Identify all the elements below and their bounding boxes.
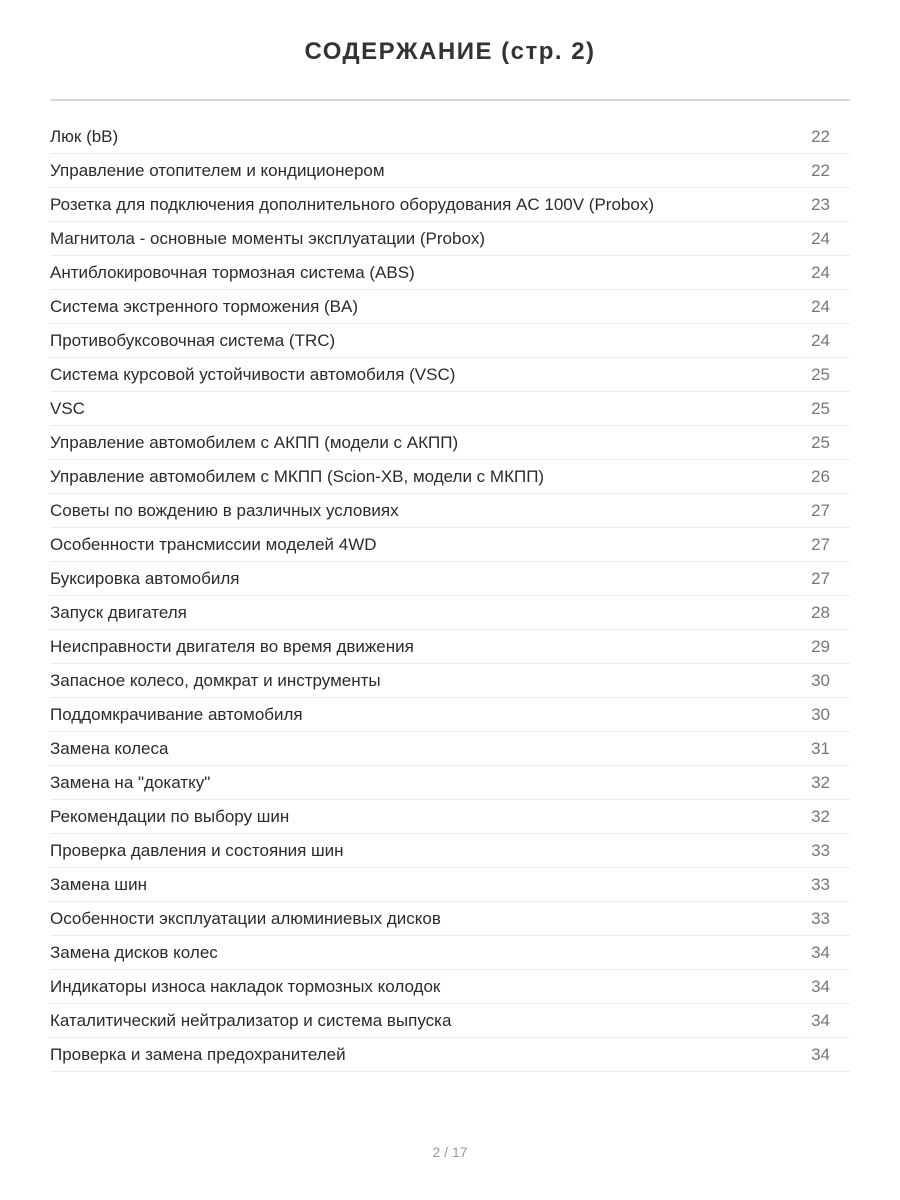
toc-entry[interactable]	[50, 494, 850, 528]
toc-entry-title: VSC	[50, 399, 85, 418]
toc-entry-page: 24	[811, 229, 830, 248]
toc-entry[interactable]	[50, 732, 850, 766]
toc-entry[interactable]	[50, 154, 850, 188]
toc-entry-page: 34	[811, 977, 830, 996]
toc-entry-title: Особенности эксплуатации алюминиевых дисков	[50, 909, 441, 928]
toc-entry-page: 34	[811, 1011, 830, 1030]
toc-entry-title: Противобуксовочная система (TRC)	[50, 331, 336, 350]
toc-entry[interactable]	[50, 664, 850, 698]
toc-entry-title: Система курсовой устойчивости автомобиля (VSC)	[50, 365, 456, 384]
toc-entry[interactable]	[50, 868, 850, 902]
toc-entry[interactable]	[50, 562, 850, 596]
toc-entry-page: 28	[811, 603, 830, 622]
toc-entry[interactable]	[50, 358, 850, 392]
page-title: СОДЕРЖАНИЕ (стр. 2)	[304, 38, 596, 65]
toc-entry-title: Замена дисков колес	[50, 943, 218, 962]
toc-entry-page: 32	[811, 807, 830, 826]
toc-entry-page: 30	[811, 671, 830, 690]
toc-entry-title: Буксировка автомобиля	[50, 569, 240, 588]
toc-entry[interactable]	[50, 800, 850, 834]
toc-entry-page: 27	[811, 569, 830, 588]
toc-entry-title: Особенности трансмиссии моделей 4WD	[50, 535, 377, 554]
toc-entry[interactable]	[50, 596, 850, 630]
toc-entry-page: 23	[811, 195, 830, 214]
toc-entry-page: 29	[811, 637, 830, 656]
toc-entry-title: Проверка и замена предохранителей	[50, 1045, 346, 1064]
toc-entry-title: Запасное колесо, домкрат и инструменты	[50, 671, 381, 690]
page-counter: 2 / 17	[432, 1144, 468, 1160]
toc-entry[interactable]	[50, 188, 850, 222]
toc-entry-page: 30	[811, 705, 830, 724]
toc-entry-page: 31	[811, 739, 830, 758]
toc-entry-title: Замена шин	[50, 875, 147, 894]
toc-entry[interactable]	[50, 528, 850, 562]
toc-entry-title: Проверка давления и состояния шин	[50, 841, 344, 860]
toc-entry-title: Система экстренного торможения (BA)	[50, 297, 359, 316]
toc-entry-title: Замена на "докатку"	[50, 773, 211, 792]
toc-entry-page: 25	[811, 433, 830, 452]
toc-entry[interactable]	[50, 834, 850, 868]
toc-entry-page: 34	[811, 1045, 830, 1064]
toc-entry-page: 27	[811, 535, 830, 554]
toc-entry-title: Управление автомобилем с МКПП (Scion-XB, модели с МКПП)	[50, 467, 545, 486]
toc-entry-title: Советы по вождению в различных условиях	[50, 501, 399, 520]
toc-entry[interactable]	[50, 630, 850, 664]
toc-entry[interactable]	[50, 290, 850, 324]
toc-entry-title: Замена колеса	[50, 739, 169, 758]
toc-entry-page: 33	[811, 875, 830, 894]
toc-entry[interactable]	[50, 1038, 850, 1072]
toc-entry-page: 27	[811, 501, 830, 520]
toc-entry[interactable]	[50, 936, 850, 970]
toc-entry-title: Люк (bB)	[50, 127, 119, 146]
toc-entry-title: Каталитический нейтрализатор и система выпуска	[50, 1011, 452, 1030]
toc-entry[interactable]	[50, 766, 850, 800]
toc-entry[interactable]	[50, 120, 850, 154]
toc-entry-title: Розетка для подключения дополнительного оборудования AC 100V (Probox)	[50, 195, 654, 214]
toc-entry-title: Магнитола - основные моменты эксплуатации (Probox)	[50, 229, 486, 248]
toc-entry[interactable]	[50, 392, 850, 426]
toc-entry-page: 24	[811, 297, 830, 316]
toc-entry[interactable]	[50, 426, 850, 460]
toc-entry-page: 24	[811, 263, 830, 282]
toc-entry-page: 25	[811, 365, 830, 384]
toc-entry[interactable]	[50, 1004, 850, 1038]
title-divider	[50, 99, 850, 101]
toc-entry-title: Управление автомобилем с АКПП (модели с АКПП)	[50, 433, 459, 452]
toc-entry-page: 24	[811, 331, 830, 350]
toc-entry[interactable]	[50, 460, 850, 494]
toc-entry-page: 34	[811, 943, 830, 962]
toc-entry-title: Рекомендации по выбору шин	[50, 807, 290, 826]
toc-entry[interactable]	[50, 256, 850, 290]
toc-entry-title: Управление отопителем и кондиционером	[50, 161, 385, 180]
toc-entry[interactable]	[50, 970, 850, 1004]
toc-entry-page: 22	[811, 161, 830, 180]
toc-entry-page: 26	[811, 467, 830, 486]
toc-entry-page: 22	[811, 127, 830, 146]
toc-entry-title: Поддомкрачивание автомобиля	[50, 705, 303, 724]
toc-entry[interactable]	[50, 698, 850, 732]
toc-entry-page: 25	[811, 399, 830, 418]
toc-entry-title: Индикаторы износа накладок тормозных колодок	[50, 977, 441, 996]
toc-list	[50, 120, 850, 1072]
toc-entry[interactable]	[50, 222, 850, 256]
toc-entry-page: 33	[811, 841, 830, 860]
toc-entry[interactable]	[50, 902, 850, 936]
toc-entry[interactable]	[50, 324, 850, 358]
toc-entry-page: 32	[811, 773, 830, 792]
toc-entry-title: Неисправности двигателя во время движения	[50, 637, 414, 656]
toc-entry-page: 33	[811, 909, 830, 928]
toc-entry-title: Антиблокировочная тормозная система (ABS)	[50, 263, 415, 282]
toc-entry-title: Запуск двигателя	[50, 603, 187, 622]
